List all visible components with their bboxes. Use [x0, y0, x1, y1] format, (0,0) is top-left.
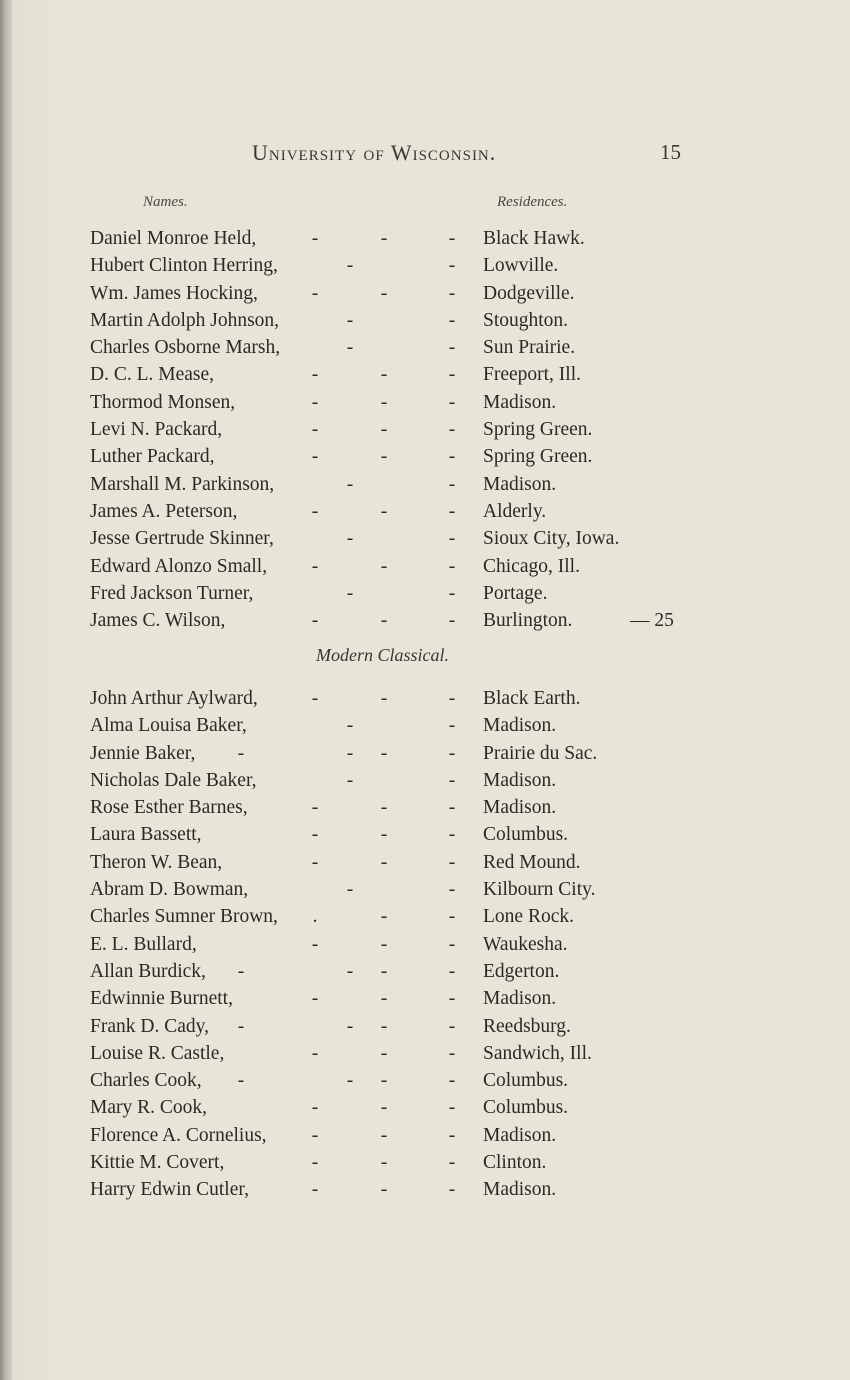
- list-item: Theron W. Bean, - - - Red Mound.: [0, 849, 850, 876]
- student-name: Nicholas Dale Baker,: [90, 769, 257, 791]
- student-residence: Lowville.: [483, 255, 559, 277]
- list-item: Florence A. Cornelius, - - - Madison.: [0, 1122, 850, 1149]
- student-name: Frank D. Cady,: [90, 1015, 209, 1037]
- student-name: Fred Jackson Turner,: [90, 582, 254, 604]
- classical-student-list: [0, 225, 850, 634]
- student-residence: Burlington.: [483, 610, 573, 632]
- running-title: University of Wisconsin.: [252, 140, 497, 165]
- student-name: Laura Bassett,: [90, 824, 202, 846]
- list-item: Jennie Baker, - - - - Prairie du Sac.: [0, 740, 850, 767]
- running-head: [0, 140, 850, 168]
- student-name: James C. Wilson,: [90, 610, 226, 632]
- student-residence: Columbus.: [483, 1070, 569, 1092]
- student-residence: Black Earth.: [483, 688, 581, 709]
- list-item: Charles Sumner Brown, . - - Lone Rock.: [0, 903, 850, 930]
- student-residence: Red Mound.: [483, 851, 581, 873]
- section-heading-modern-classical: Modern Classical.: [316, 645, 449, 665]
- student-residence: Sioux City, Iowa.: [483, 528, 620, 550]
- student-name: Edwinnie Burnett,: [90, 988, 233, 1010]
- student-residence: Freeport, Ill.: [483, 364, 582, 386]
- student-residence: Dodgeville.: [483, 282, 575, 304]
- student-residence: Madison.: [483, 1179, 557, 1201]
- list-item: John Arthur Aylward, - - - Black Earth.: [0, 685, 850, 712]
- student-name: Kittie M. Covert,: [90, 1152, 225, 1174]
- student-name: Mary R. Cook,: [90, 1097, 207, 1119]
- list-item: Edward Alonzo Small, - - - Chicago, Ill.: [0, 553, 850, 580]
- student-name: Levi N. Packard,: [90, 419, 223, 441]
- student-residence: Madison.: [483, 715, 557, 737]
- student-residence: Madison.: [483, 769, 557, 791]
- list-item: Charles Osborne Marsh, - - Sun Prairie.: [0, 334, 850, 361]
- student-name: Louise R. Castle,: [90, 1042, 225, 1064]
- student-name: Edward Alonzo Small,: [90, 555, 268, 577]
- student-name: E. L. Bullard,: [90, 933, 197, 955]
- student-name: Rose Esther Barnes,: [90, 797, 248, 819]
- student-residence: Chicago, Ill.: [483, 555, 580, 577]
- list-item: Alma Louisa Baker, - - Madison.: [0, 712, 850, 739]
- list-item: Thormod Monsen, - - - Madison.: [0, 389, 850, 416]
- student-residence: Clinton.: [483, 1152, 547, 1174]
- list-item: Charles Cook, - - - - Columbus.: [0, 1067, 850, 1094]
- student-residence: Madison.: [483, 473, 557, 495]
- student-residence: Black Hawk.: [483, 228, 585, 249]
- student-residence: Madison.: [483, 988, 557, 1010]
- student-name: James A. Peterson,: [90, 500, 238, 522]
- student-residence: Columbus.: [483, 1097, 569, 1119]
- student-name: Charles Sumner Brown,: [90, 906, 278, 928]
- modern-classical-student-list: [0, 685, 850, 1204]
- student-name: D. C. L. Mease,: [90, 364, 215, 386]
- list-item: Nicholas Dale Baker, - - Madison.: [0, 767, 850, 794]
- student-residence: Reedsburg.: [483, 1015, 571, 1037]
- list-item: Rose Esther Barnes, - - - Madison.: [0, 794, 850, 821]
- section-count: — 25: [630, 610, 674, 632]
- student-name: Charles Cook,: [90, 1070, 202, 1092]
- student-residence: Portage.: [483, 582, 548, 604]
- student-residence: Edgerton.: [483, 960, 560, 982]
- student-name: Charles Osborne Marsh,: [90, 337, 281, 359]
- list-item: Levi N. Packard, - - - Spring Green.: [0, 416, 850, 443]
- student-name: Daniel Monroe Held,: [90, 228, 257, 249]
- column-header-names: Names.: [143, 194, 188, 210]
- student-residence: Prairie du Sac.: [483, 742, 598, 764]
- list-item: Kittie M. Covert, - - - Clinton.: [0, 1149, 850, 1176]
- student-name: Florence A. Cornelius,: [90, 1124, 267, 1146]
- list-item: Laura Bassett, - - - Columbus.: [0, 821, 850, 848]
- student-residence: Madison.: [483, 797, 557, 819]
- student-residence: Sandwich, Ill.: [483, 1042, 592, 1064]
- list-item: Daniel Monroe Held, - - - Black Hawk.: [0, 225, 850, 252]
- student-name: Allan Burdick,: [90, 960, 206, 982]
- student-residence: Sun Prairie.: [483, 337, 576, 359]
- list-item: James A. Peterson, - - - Alderly.: [0, 498, 850, 525]
- list-item: Edwinnie Burnett, - - - Madison.: [0, 985, 850, 1012]
- student-residence: Kilbourn City.: [483, 879, 596, 901]
- list-item: Wm. James Hocking, - - - Dodgeville.: [0, 280, 850, 307]
- student-name: Jesse Gertrude Skinner,: [90, 528, 274, 550]
- student-residence: Madison.: [483, 391, 557, 413]
- page-number: 15: [660, 140, 681, 164]
- list-item: Marshall M. Parkinson, - - Madison.: [0, 471, 850, 498]
- student-residence: Alderly.: [483, 500, 547, 522]
- student-name: Harry Edwin Cutler,: [90, 1179, 249, 1201]
- list-item: Fred Jackson Turner, - - Portage.: [0, 580, 850, 607]
- student-residence: Spring Green.: [483, 446, 593, 468]
- student-residence: Waukesha.: [483, 933, 568, 955]
- list-item: Mary R. Cook, - - - Columbus.: [0, 1094, 850, 1121]
- student-residence: Columbus.: [483, 824, 569, 846]
- student-residence: Madison.: [483, 1124, 557, 1146]
- student-name: Wm. James Hocking,: [90, 282, 258, 304]
- list-item: Abram D. Bowman, - - Kilbourn City.: [0, 876, 850, 903]
- list-item: Harry Edwin Cutler, - - - Madison.: [0, 1176, 850, 1203]
- list-item: Allan Burdick, - - - - Edgerton.: [0, 958, 850, 985]
- list-item: Luther Packard, - - - Spring Green.: [0, 443, 850, 470]
- student-name: Abram D. Bowman,: [90, 879, 249, 901]
- list-item: Jesse Gertrude Skinner, - - Sioux City, Iowa.: [0, 525, 850, 552]
- list-item: Louise R. Castle, - - - Sandwich, Ill.: [0, 1040, 850, 1067]
- list-item: James C. Wilson, - - - Burlington. — 25: [0, 607, 850, 634]
- student-name: Jennie Baker,: [90, 742, 196, 764]
- column-header-residences: Residences.: [497, 194, 568, 210]
- student-name: Theron W. Bean,: [90, 851, 223, 873]
- student-residence: Stoughton.: [483, 309, 569, 331]
- list-item: E. L. Bullard, - - - Waukesha.: [0, 931, 850, 958]
- student-name: Luther Packard,: [90, 446, 215, 468]
- student-residence: Lone Rock.: [483, 906, 574, 928]
- list-item: Hubert Clinton Herring, - - Lowville.: [0, 252, 850, 279]
- student-name: Thormod Monsen,: [90, 391, 236, 413]
- list-item: Martin Adolph Johnson, - - Stoughton.: [0, 307, 850, 334]
- list-item: D. C. L. Mease, - - - Freeport, Ill.: [0, 361, 850, 388]
- student-name: Marshall M. Parkinson,: [90, 473, 275, 495]
- student-name: John Arthur Aylward,: [90, 688, 258, 709]
- student-residence: Spring Green.: [483, 419, 593, 441]
- student-name: Martin Adolph Johnson,: [90, 309, 280, 331]
- list-item: Frank D. Cady, - - - - Reedsburg.: [0, 1013, 850, 1040]
- student-name: Hubert Clinton Herring,: [90, 255, 278, 277]
- student-name: Alma Louisa Baker,: [90, 715, 247, 737]
